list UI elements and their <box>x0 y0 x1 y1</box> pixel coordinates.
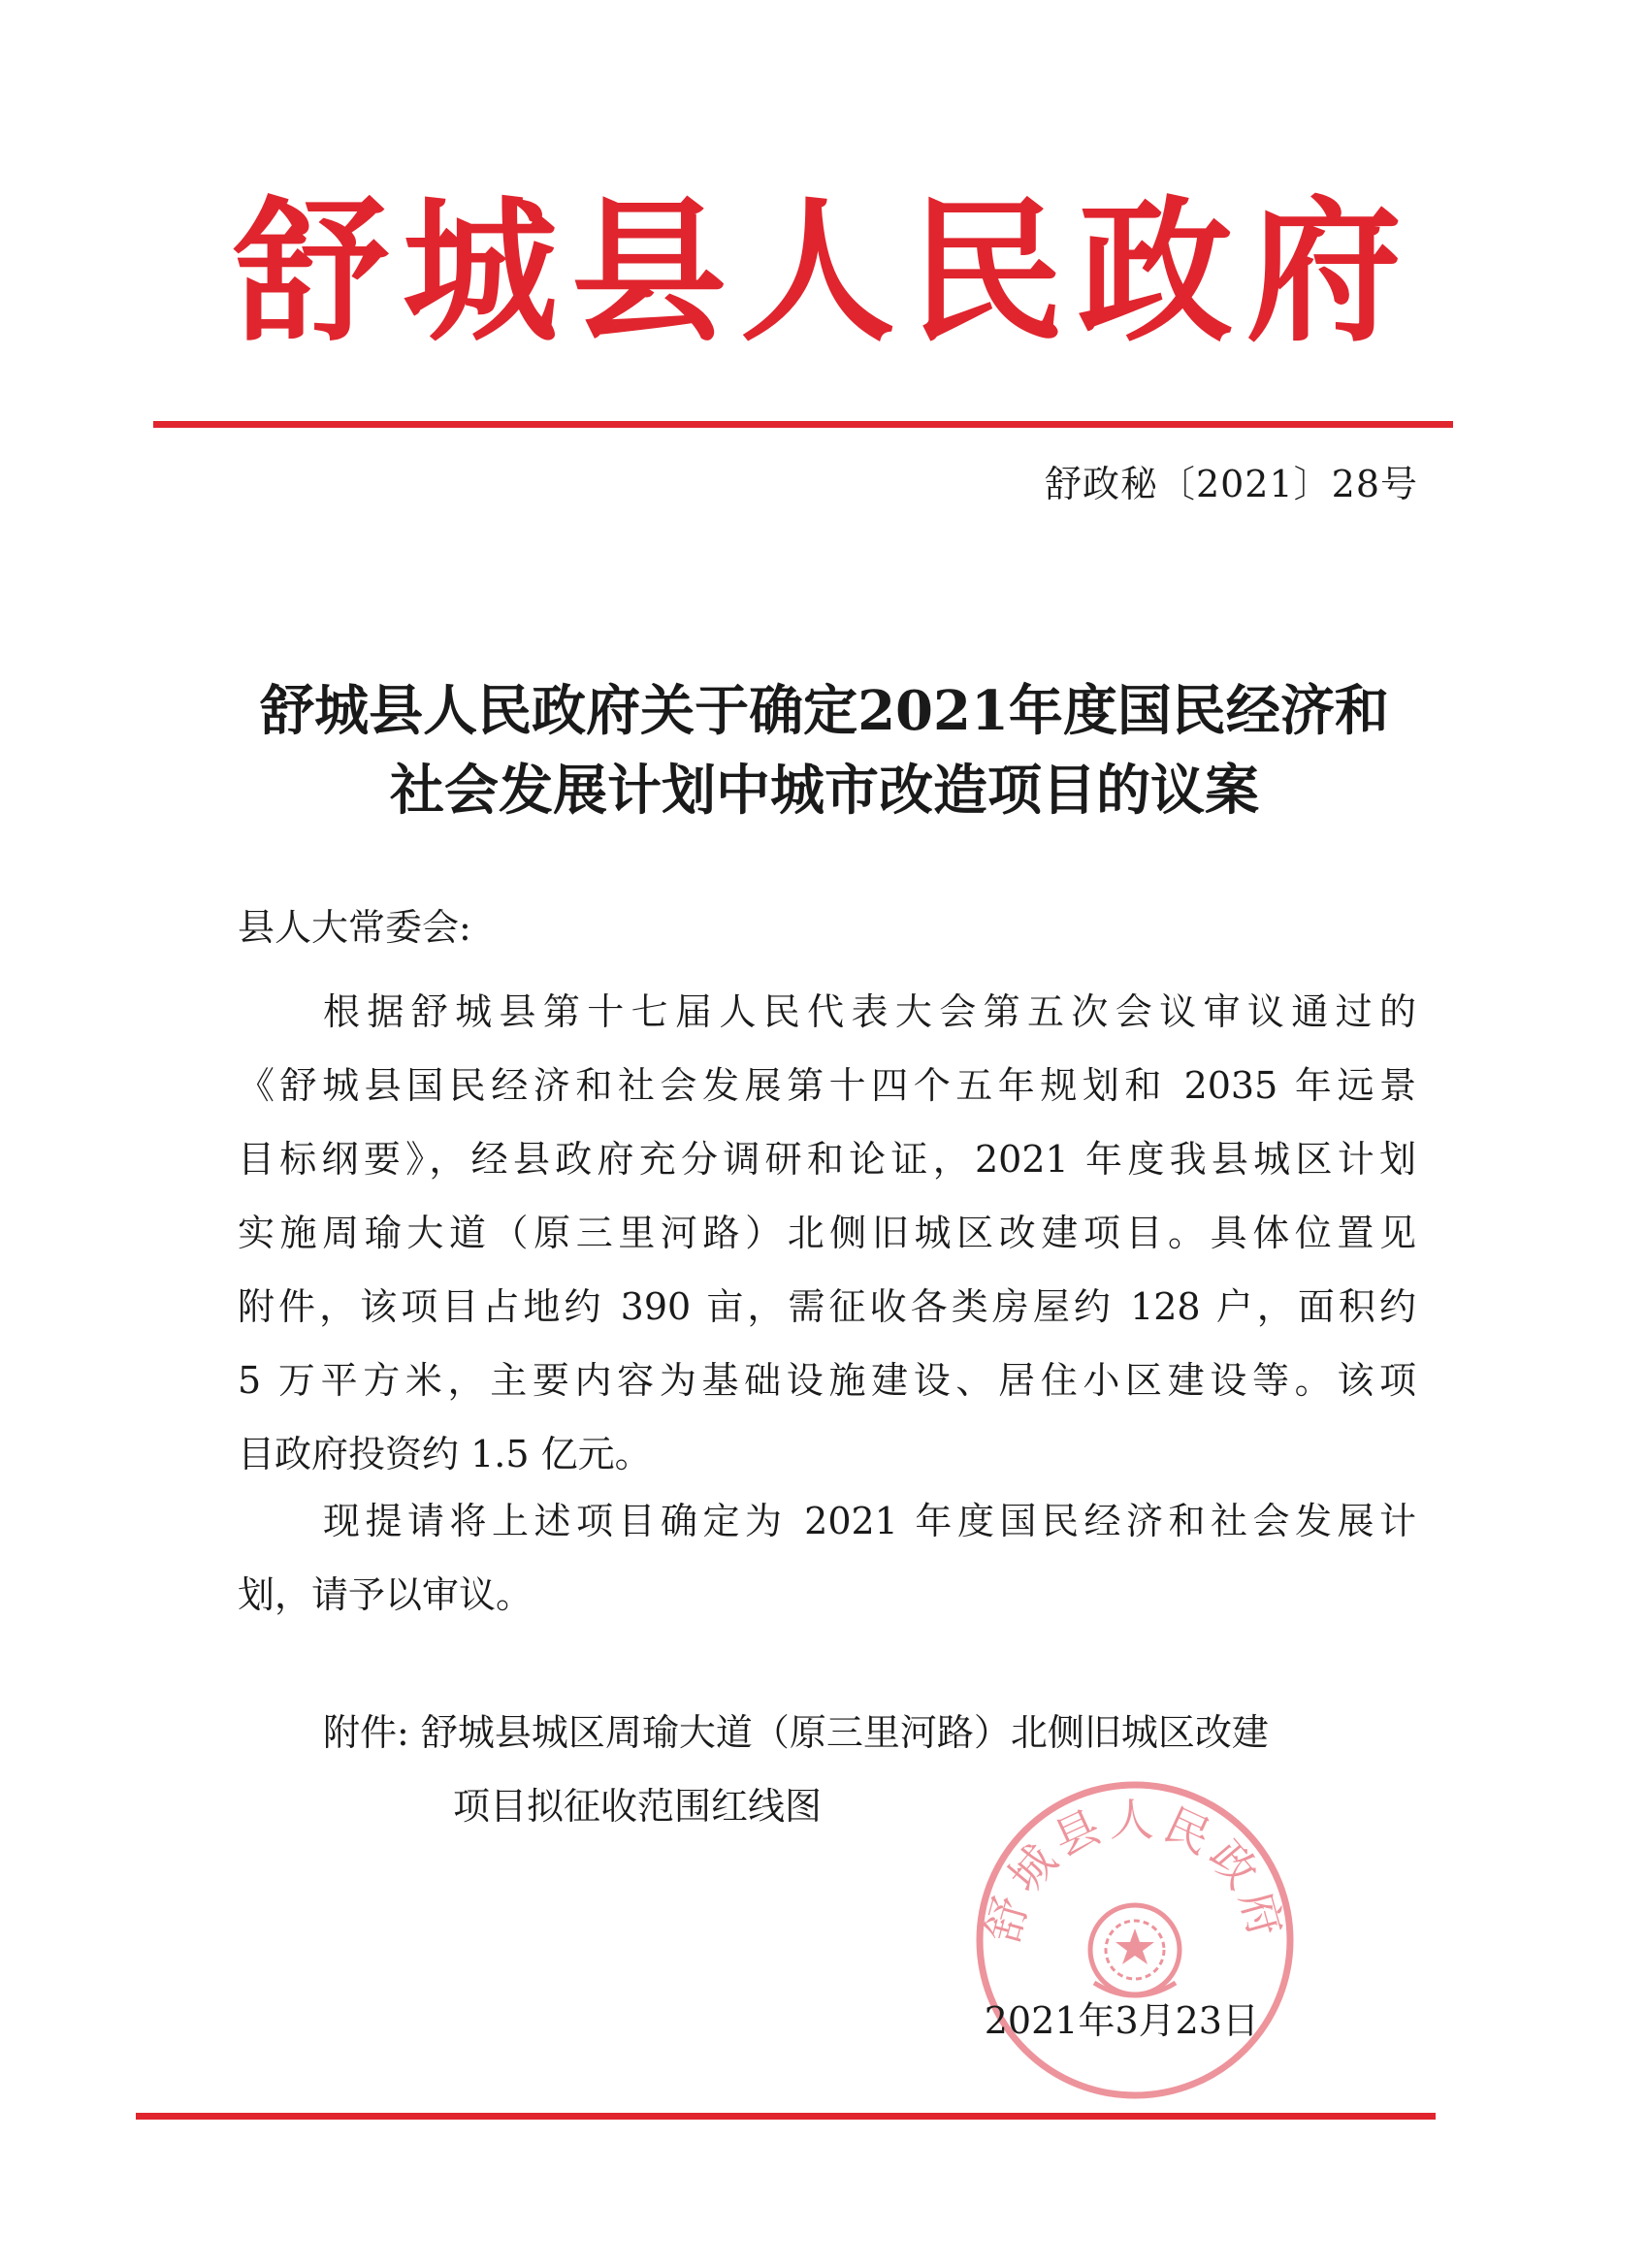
paragraph-2 <box>238 1484 1416 1632</box>
svg-text:舒城县人民政府 <box>976 1794 1294 1948</box>
attachment-label: 附件: <box>323 1711 409 1754</box>
national-emblem-icon <box>1090 1905 1180 1995</box>
document-title <box>146 671 1504 830</box>
header-red-rule <box>153 421 1453 428</box>
attachment-text: 舒城县城区周瑜大道（原三里河路）北侧旧城区改建 <box>420 1711 1269 1754</box>
official-seal-stamp <box>970 1775 1300 2105</box>
paragraph-line: 实施周瑜大道（原三里河路）北侧旧城区改建项目。具体位置见 <box>238 1212 1416 1254</box>
salutation: 县人大常委会: <box>238 906 471 949</box>
title-line-1: 舒城县人民政府关于确定2021年度国民经济和 <box>260 679 1389 743</box>
paragraph-line: 目政府投资约 1.5 亿元。 <box>238 1433 652 1475</box>
document-date: 2021年3月23日 <box>984 1999 1259 2042</box>
letterhead-title: 舒城县人民政府 <box>233 180 1415 363</box>
paragraph-1 <box>238 975 1416 1491</box>
paragraph-line: 《舒城县国民经济和社会发展第十四个五年规划和 2035 年远景 <box>238 1064 1416 1107</box>
footer-red-rule <box>136 2113 1436 2120</box>
paragraph-line: 划，请予以审议。 <box>238 1573 534 1616</box>
attachment-line-1 <box>323 1696 1269 1769</box>
document-number: 舒政秘〔2021〕28号 <box>1044 463 1418 505</box>
seal-text: 舒城县人民政府 <box>975 1794 1295 1949</box>
title-line-2: 社会发展计划中城市改造项目的议案 <box>390 759 1259 823</box>
paragraph-line: 根据舒城县第十七届人民代表大会第五次会议审议通过的 <box>323 990 1416 1033</box>
paragraph-line: 附件，该项目占地约 390 亩，需征收各类房屋约 128 户，面积约 <box>238 1285 1416 1328</box>
paragraph-line: 5 万平方米，主要内容为基础设施建设、居住小区建设等。该项 <box>238 1359 1416 1402</box>
attachment-line-2: 项目拟征收范围红线图 <box>453 1785 823 1828</box>
paragraph-line: 目标纲要》，经县政府充分调研和论证，2021 年度我县城区计划 <box>238 1138 1416 1181</box>
paragraph-line: 现提请将上述项目确定为 2021 年度国民经济和社会发展计 <box>323 1500 1416 1542</box>
